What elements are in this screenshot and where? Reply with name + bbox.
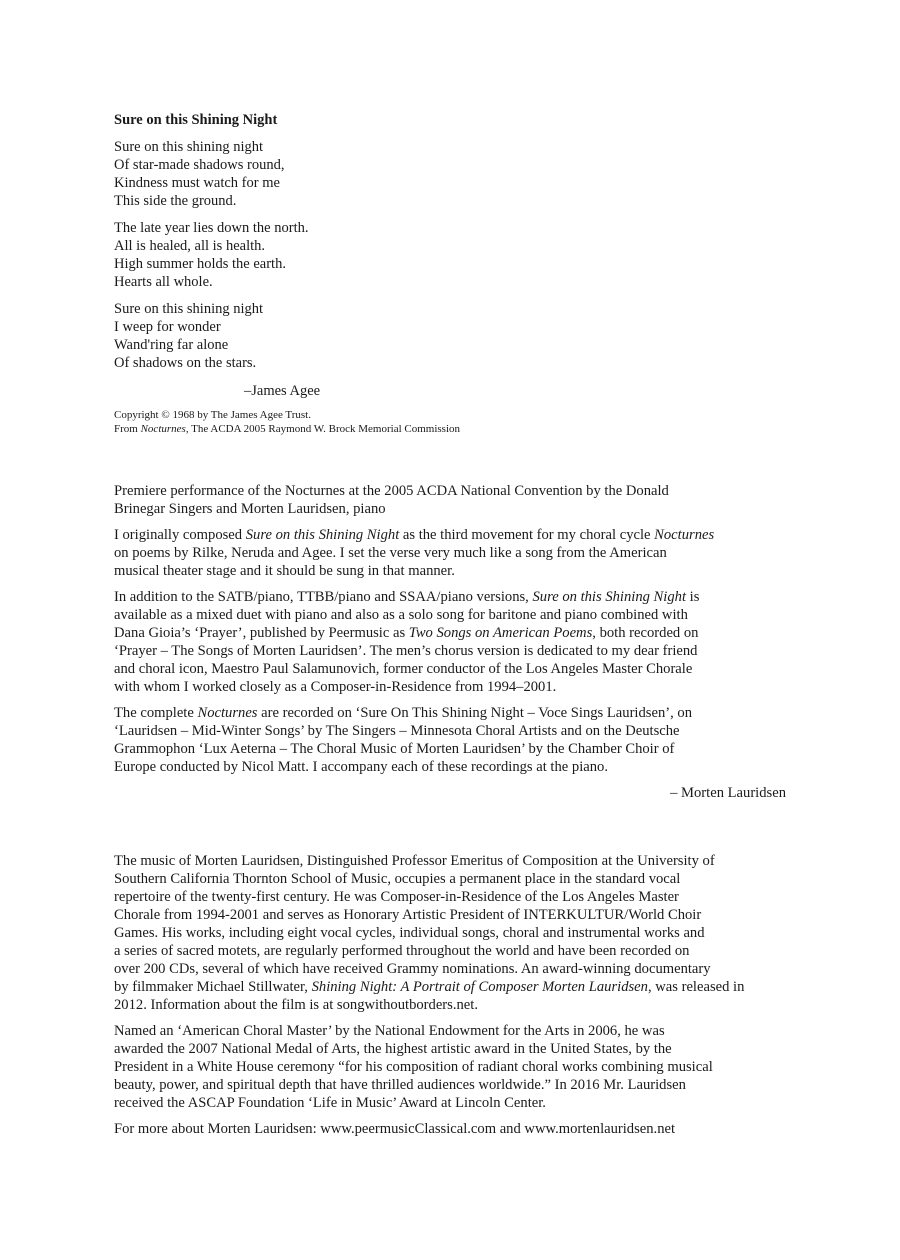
poem-line: Of star-made shadows round, — [114, 157, 285, 173]
recordings-paragraph — [114, 704, 786, 776]
poem-stanza-2 — [114, 219, 534, 291]
poem-line: All is healed, all is health. — [114, 238, 266, 254]
work-title: Two Songs on American Poems — [408, 625, 593, 641]
text-line: Europe conducted by Nicol Matt. I accompany each of these recordings at the piano. — [114, 759, 608, 775]
bio-paragraph-1 — [114, 852, 786, 1014]
work-title: Sure on this Shining Night — [532, 589, 686, 605]
text-run: are recorded on ‘Sure On This Shining Night – Voce Sings Lauridsen’, on — [257, 705, 692, 721]
poem-line: Kindness must watch for me — [114, 175, 280, 191]
text-line: Southern California Thornton School of Music, occupies a permanent place in the standard vocal — [114, 871, 681, 887]
text-line: Premiere performance of the Nocturnes at the 2005 ACDA National Convention by the Donald — [114, 483, 669, 499]
composer-signature: – Morten Lauridsen — [670, 785, 786, 801]
work-title: Sure on this Shining Night — [245, 527, 400, 543]
poem-author: –James Agee — [244, 383, 321, 399]
text-line: over 200 CDs, several of which have received Grammy nominations. An award-winning documentary — [114, 961, 711, 977]
text-line: The music of Morten Lauridsen, Distinguished Professor Emeritus of Composition at the University of — [114, 853, 715, 869]
text-line: a series of sacred motets, are regularly performed throughout the world and have been recorded on — [114, 943, 690, 959]
text-run: by filmmaker Michael Stillwater, — [114, 979, 312, 995]
more-info-paragraph — [114, 1120, 786, 1138]
text-line: Named an ‘American Choral Master’ by the National Endowment for the Arts in 2006, he was — [114, 1023, 665, 1039]
poem-title: Sure on this Shining Night — [114, 112, 278, 128]
source-title: Nocturnes — [140, 423, 186, 435]
poem-line: Hearts all whole. — [114, 274, 213, 290]
text-line: Chorale from 1994-2001 and serves as Honorary Artistic President of INTERKULTUR/World Choir — [114, 907, 702, 923]
text-run: as the third movement for my choral cycle — [399, 527, 655, 543]
biography-section — [114, 852, 786, 1146]
film-title: Shining Night: A Portrait of Composer Morten Lauridsen — [311, 979, 648, 995]
composition-paragraph — [114, 526, 786, 580]
poem-line: The late year lies down the north. — [114, 220, 309, 236]
text-line: beauty, power, and spiritual depth that have thrilled audiences worldwide.” In 2016 Mr. Lauridsen — [114, 1077, 686, 1093]
composer-notes-section — [114, 482, 786, 802]
text-line: Games. His works, including eight vocal cycles, individual songs, choral and instrumental works and — [114, 925, 705, 941]
text-line: Brinegar Singers and Morten Lauridsen, piano — [114, 501, 386, 517]
text-line: ‘Lauridsen – Mid-Winter Songs’ by The Singers – Minnesota Choral Artists and on the Deutsche — [114, 723, 680, 739]
text-run: I originally composed — [114, 527, 246, 543]
text-line: Grammophon ‘Lux Aeterna – The Choral Music of Morten Lauridsen’ by the Chamber Choir of — [114, 741, 675, 757]
text-line: musical theater stage and it should be sung in that manner. — [114, 563, 455, 579]
text-line: and choral icon, Maestro Paul Salamunovich, former conductor of the Los Angeles Master Chorale — [114, 661, 693, 677]
source-prefix: From — [114, 423, 141, 435]
text-run: is — [686, 589, 700, 605]
text-line: received the ASCAP Foundation ‘Life in Music’ Award at Lincoln Center. — [114, 1095, 546, 1111]
text-line: on poems by Rilke, Neruda and Agee. I set the verse very much like a song from the American — [114, 545, 667, 561]
premiere-paragraph — [114, 482, 786, 518]
text-line — [114, 978, 786, 996]
work-title: Nocturnes — [197, 705, 258, 721]
poem-line: Sure on this shining night — [114, 301, 264, 317]
poem-line: This side the ground. — [114, 193, 237, 209]
text-line — [114, 704, 786, 722]
text-line: President in a White House ceremony “for his composition of radiant choral works combining musical — [114, 1059, 713, 1075]
text-line: 2012. Information about the film is at songwithoutborders.net. — [114, 997, 478, 1013]
text-run: The complete — [114, 705, 198, 721]
text-run: , both recorded on — [592, 625, 699, 641]
poem-line: I weep for wonder — [114, 319, 221, 335]
poem-line: High summer holds the earth. — [114, 256, 286, 272]
text-line — [114, 588, 786, 606]
text-line: awarded the 2007 National Medal of Arts, the highest artistic award in the United States, by the — [114, 1041, 672, 1057]
text-line — [114, 526, 786, 544]
bio-paragraph-2 — [114, 1022, 786, 1112]
versions-paragraph — [114, 588, 786, 696]
text-run: , was released in — [647, 979, 745, 995]
text-line: repertoire of the twenty-first century. He was Composer-in-Residence of the Los Angeles Master — [114, 889, 679, 905]
text-line: with whom I worked closely as a Composer-in-Residence from 1994–2001. — [114, 679, 557, 695]
poem-line: Sure on this shining night — [114, 139, 264, 155]
poem-stanza-3 — [114, 300, 534, 372]
poem-section — [114, 110, 534, 436]
copyright-notice: Copyright © 1968 by The James Agee Trust. — [114, 409, 311, 421]
poem-credits — [114, 408, 534, 436]
text-run: In addition to the SATB/piano, TTBB/piano and SSAA/piano versions, — [114, 589, 533, 605]
text-line: For more about Morten Lauridsen: www.peermusicClassical.com and www.mortenlauridsen.net — [114, 1121, 676, 1137]
text-run: Dana Gioia’s ‘Prayer’, published by Peermusic as — [114, 625, 409, 641]
text-line: ‘Prayer – The Songs of Morten Lauridsen’. The men’s chorus version is dedicated to my dear friend — [114, 643, 698, 659]
poem-line: Of shadows on the stars. — [114, 355, 257, 371]
poem-line: Wand'ring far alone — [114, 337, 229, 353]
work-title: Nocturnes — [654, 527, 715, 543]
text-line: available as a mixed duet with piano and also as a solo song for baritone and piano combined with — [114, 607, 688, 623]
source-notice — [114, 422, 534, 436]
poem-stanza-1 — [114, 138, 534, 210]
text-line — [114, 624, 786, 642]
source-suffix: , The ACDA 2005 Raymond W. Brock Memorial Commission — [185, 423, 461, 435]
